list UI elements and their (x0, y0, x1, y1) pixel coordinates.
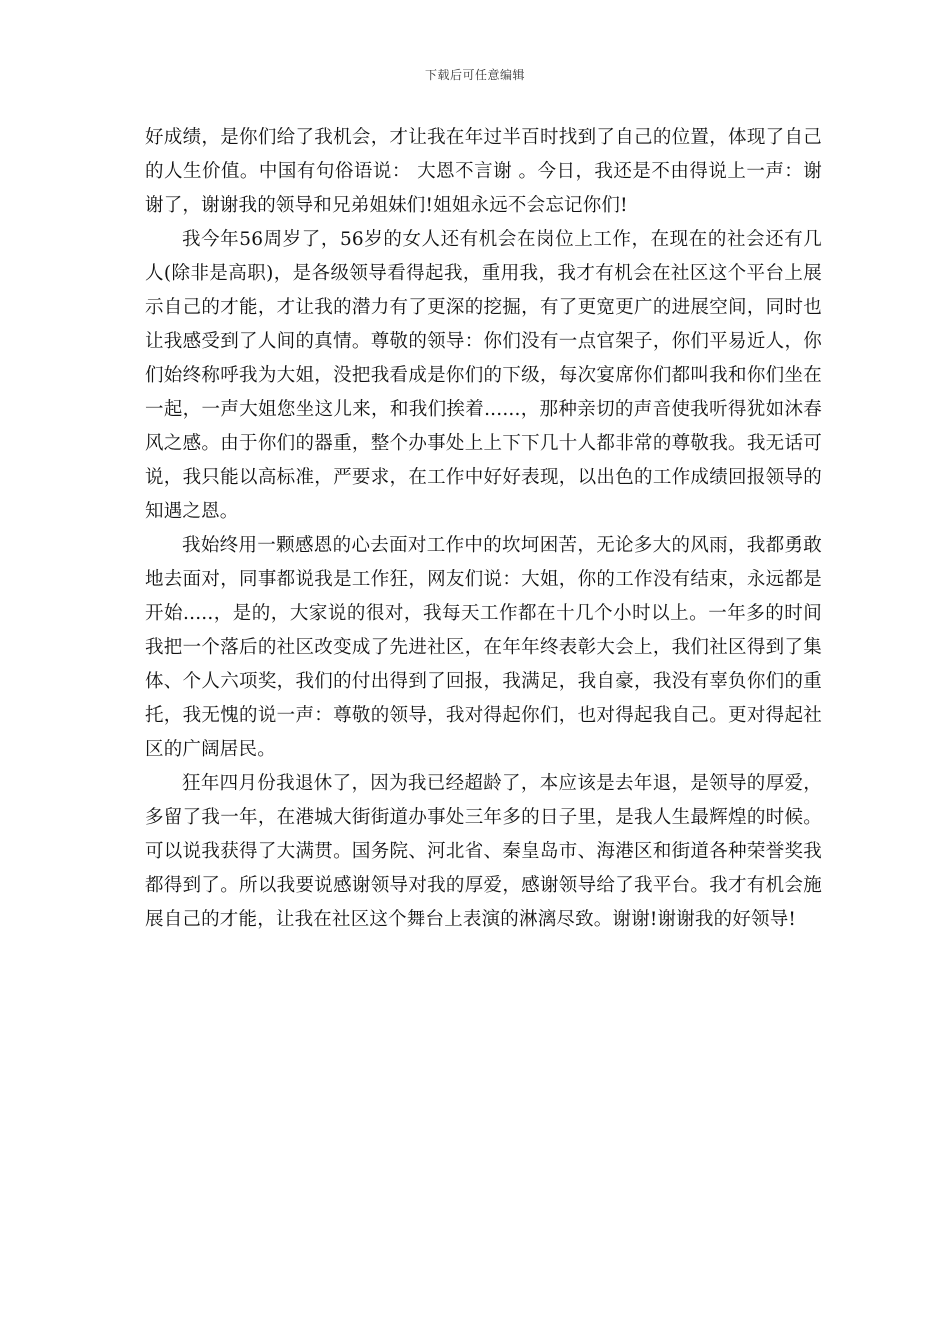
paragraph-2: 我今年56周岁了，56岁的女人还有机会在岗位上工作，在现在的社会还有几人(除非是高职)，是各级领导看得起我，重用我，我才有机会在社区这个平台上展示自己的才能，才让我的潜力有了更深的挖掘，有了更宽更广的进展空间，同时也让我感受到了人间的真情。尊敬的领导：你们没有一点官架子，你们平易近人，你们始终称呼我为大姐，没把我看成是你们的下级，每次宴席你们都叫我和你们坐在一起，一声大姐您坐这儿来，和我们挨着......，那种亲切的声音使我听得犹如沐春风之感。由于你们的器重，整个办事处上上下下几十人都非常的尊敬我。我无话可说，我只能以高标准，严要求，在工作中好好表现，以出色的工作成绩回报领导的知遇之恩。 (145, 229, 822, 522)
document-body (145, 121, 822, 937)
paragraph-3: 我始终用一颗感恩的心去面对工作中的坎坷困苦，无论多大的风雨，我都勇敢地去面对，同事都说我是工作狂，网友们说：大姐，你的工作没有结束，永远都是开始.....，是的，大家说的很对，我每天工作都在十几个小时以上。一年多的时间我把一个落后的社区改变成了先进社区，在年年终表彰大会上，我们社区得到了集体、个人六项奖，我们的付出得到了回报，我满足，我自豪，我没有辜负你们的重托，我无愧的说一声：尊敬的领导，我对得起你们，也对得起我自己。更对得起社区的广阔居民。 (145, 535, 822, 760)
page-header: 下载后可任意编辑 (424, 68, 525, 82)
paragraph-4: 狂年四月份我退休了，因为我已经超龄了，本应该是去年退，是领导的厚爱，多留了我一年，在港城大街街道办事处三年多的日子里，是我人生最辉煌的时候。可以说我获得了大满贯。国务院、河北省、秦皇岛市、海港区和街道各种荣誉奖我都得到了。所以我要说感谢领导对我的厚爱，感谢领导给了我平台。我才有机会施展自己的才能，让我在社区这个舞台上表演的淋漓尽致。谢谢!谢谢我的好领导! (145, 773, 822, 930)
paragraph-1: 好成绩，是你们给了我机会，才让我在年过半百时找到了自己的位置，体现了自己的人生价值。中国有句俗语说： 大恩不言谢 。今日，我还是不由得说上一声：谢谢了，谢谢我的领导和兄弟姐妹们!姐姐永远不会忘记你们! (145, 127, 822, 216)
